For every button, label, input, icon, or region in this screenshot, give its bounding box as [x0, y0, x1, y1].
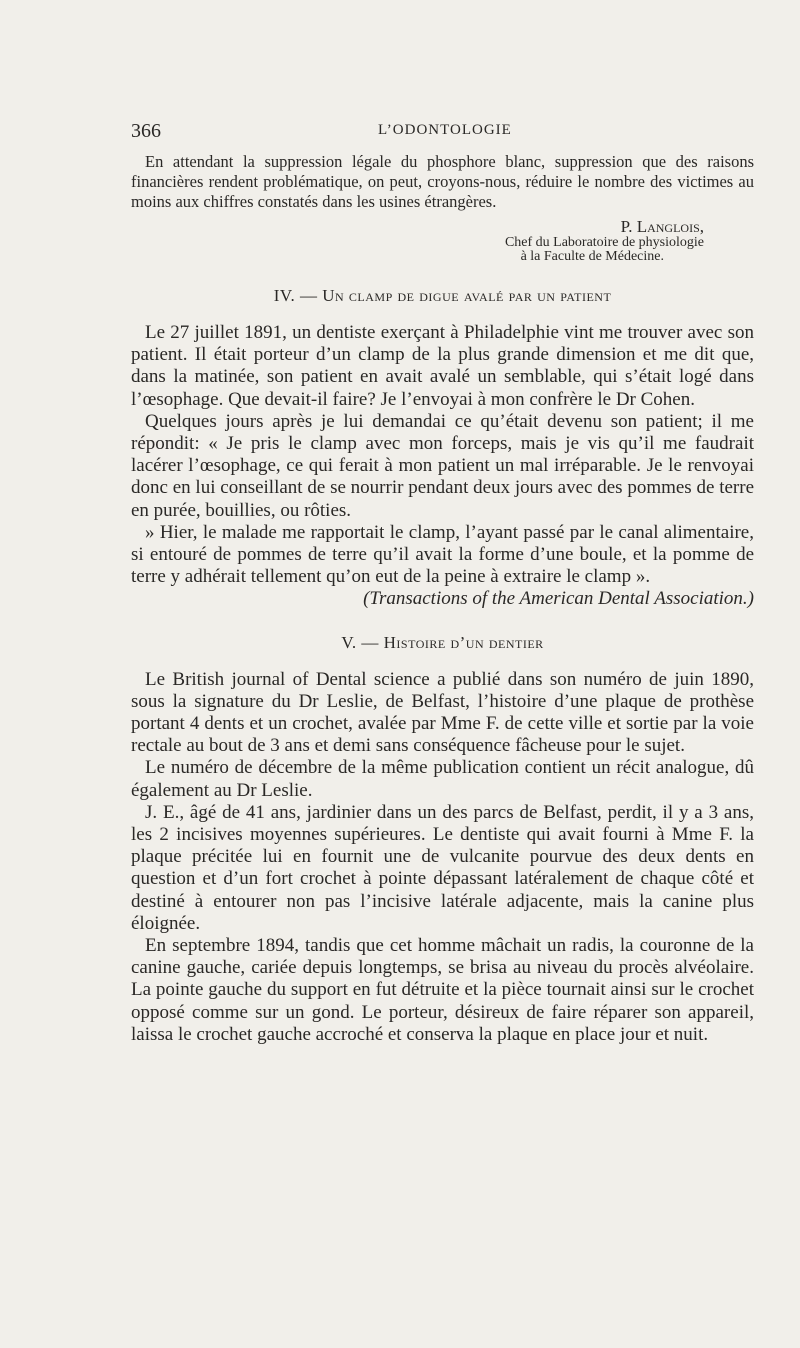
section-4-title: IV. — Un clamp de digue avalé par un patient [273, 286, 612, 305]
intro-paragraph: En attendant la suppression légale du phosphore blanc, suppression que des raisons financières rendent problématique, on peut, croyons-nous, réduire le nombre des victimes au moins aux chiffres constatés dans les usines étrangères. [131, 152, 754, 211]
signature-title-line-1: Chef du Laboratoire de physiologie [504, 235, 704, 250]
section-5-paragraph-3: J. E., âgé de 41 ans, jardinier dans un des parcs de Belfast, perdit, il y a 3 ans, les 2 incisives moyennes supérieures. Le dentiste qui avait fourni à Mme F. la plaque précitée lui en fournit une de vulcanite pourvue des deux dents en question et d’un fort crochet à pointe dépassant latéralement de chaque côté et destiné à entourer non pas l’incisive latérale adjacente, mais la canine plus éloignée. [131, 801, 754, 934]
page-body [131, 152, 754, 1046]
section-4-paragraph-1: Le 27 juillet 1891, un dentiste exerçant à Philadelphie vint me trouver avec son patient. Il était porteur d’un clamp de la plus grande dimension et me dit que, dans la matinée, son patient en avait avalé un semblable, qui s’était logé dans l’œsophage. Que devait-il faire? Je l’envoyai à mon confrère le Dr Cohen. [131, 322, 754, 410]
section-5-paragraph-2: Le numéro de décembre de la même publication contient un récit analogue, dû également au Dr Leslie. [131, 757, 754, 801]
section-5-title: V. — Histoire d’un dentier [341, 632, 544, 652]
signature-name: P. Langlois, [620, 217, 704, 236]
section-4-paragraph-3: » Hier, le malade me rapportait le clamp, l’ayant passé par le canal alimentaire, si entouré de pommes de terre qu’il avait la forme d’une boule, et la pomme de terre y adhérait tellement qu’on eut de la peine à extraire le clamp ». [131, 521, 754, 588]
page-number: 366 [131, 120, 161, 142]
section-5-paragraph-1: Le British journal of Dental science a publié dans son numéro de juin 1890, sous la signature du Dr Leslie, de Belfast, l’histoire d’une plaque de prothèse portant 4 dents et un crochet, avalée par Mme F. de cette ville et sortie par la voie rectale au bout de 3 ans et demi sans conséquence fâcheuse pour le sujet. [131, 668, 754, 757]
page-header [131, 120, 754, 144]
signature-block [131, 218, 704, 264]
signature-title-line-2: à la Faculte de Médecine. [520, 249, 664, 264]
running-title: L’ODONTOLOGIE [378, 122, 512, 138]
section-4-paragraph-2: Quelques jours après je lui demandai ce qu’était devenu son patient; il me répondit: « Je pris le clamp avec mon forceps, mais je vis qu’il me faudrait lacérer l’œsophage, ce qui ferait à mon patient un mal irréparable. Je le renvoyai donc en lui conseillant de se nourrir pendant deux jours avec des pommes de terre en purée, bouillies, ou rôties. [131, 410, 754, 521]
section-4-source: (Transactions of the American Dental Association.) [363, 588, 754, 610]
section-5-paragraph-4: En septembre 1894, tandis que cet homme mâchait un radis, la couronne de la canine gauche, cariée depuis longtemps, se brisa au niveau du procès alvéolaire. La pointe gauche du support en fut détruite et la pièce tournait ainsi sur le crochet opposé comme sur un gond. Le porteur, désireux de faire réparer son appareil, laissa le crochet gauche accroché et conserva la plaque en place jour et nuit. [131, 935, 754, 1045]
